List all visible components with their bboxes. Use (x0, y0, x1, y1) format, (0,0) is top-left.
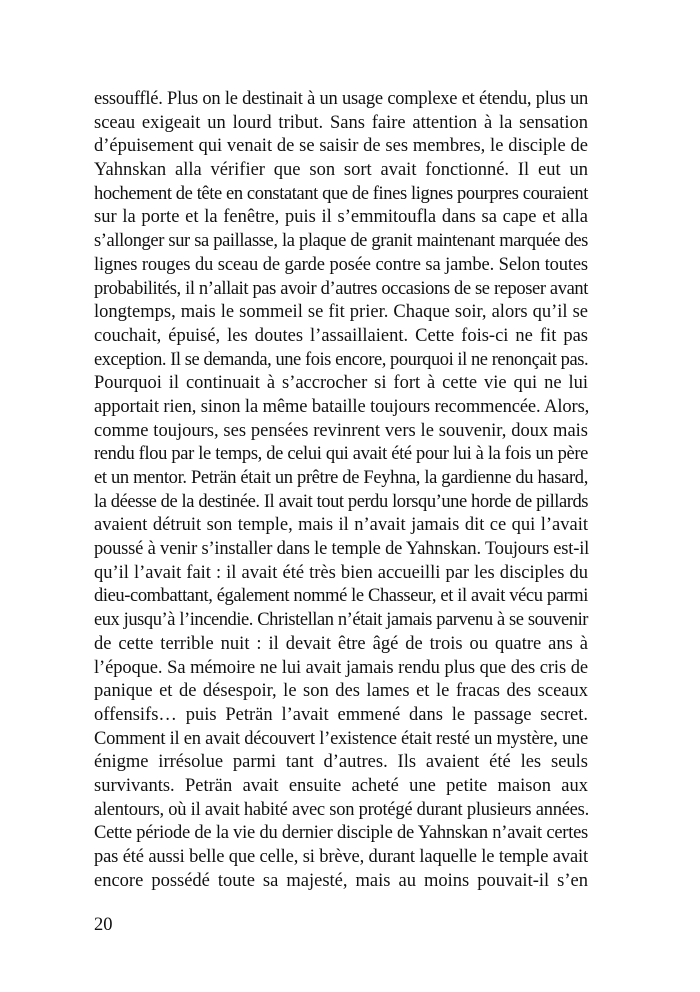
text-line: sceau exigeait un lourd tribut. Sans faire attention à la sensation (94, 112, 588, 133)
body-text (94, 88, 588, 893)
text-line: avaient détruit son temple, mais il n’avait jamais dit ce qui l’avait (94, 515, 588, 536)
text-line: Comment il en avait découvert l’existence était resté un mystère, une (94, 728, 588, 749)
text-line: alentours, où il avait habité avec son protégé durant plusieurs années. (94, 799, 589, 820)
text-line: exception. Il se demanda, une fois encore, pourquoi il ne renonçait pas. (94, 349, 589, 370)
text-line: Pourquoi il continuait à s’accrocher si fort à cette vie qui ne lui (94, 373, 588, 394)
text-line: pas été aussi belle que celle, si brève, durant laquelle le temple avait (94, 847, 588, 867)
text-line: probabilités, il n’allait pas avoir d’autres occasions de se reposer avant (94, 278, 588, 299)
text-line: encore possédé toute sa majesté, mais au moins pouvait-il s’en (94, 870, 588, 891)
text-line: Cette période de la vie du dernier disciple de Yahnskan n’avait certes (94, 823, 588, 844)
text-line: comme toujours, ses pensées revinrent vers le souvenir, doux mais (94, 420, 588, 441)
text-line: longtemps, mais le sommeil se fit prier. Chaque soir, alors qu’il se (94, 302, 588, 323)
text-line: et un mentor. Peträn était un prêtre de Feyhna, la gardienne du hasard, (94, 468, 588, 488)
text-line: Yahnskan alla vérifier que son sort avait fonctionné. Il eut un (94, 160, 588, 181)
text-line: apportait rien, sinon la même bataille toujours recommencée. Alors, (94, 396, 590, 417)
text-line: survivants. Peträn avait ensuite acheté une petite maison aux (94, 775, 588, 796)
text-line: énigme irrésolue parmi tant d’autres. Ils avaient été les seuls (94, 752, 588, 773)
text-line: poussé à venir s’installer dans le temple de Yahnskan. Toujours est-il (94, 539, 590, 560)
text-line: hochement de tête en constatant que de fines lignes pourpres couraient (94, 183, 588, 204)
text-line: eux jusqu’à l’incendie. Christellan n’était jamais parvenu à se souvenir (94, 610, 588, 631)
text-line: lignes rouges du sceau de garde posée contre sa jambe. Selon toutes (94, 254, 588, 275)
text-line: essoufflé. Plus on le destinait à un usage complexe et étendu, plus un (94, 89, 588, 109)
text-line: de cette terrible nuit : il devait être âgé de trois ou quatre ans à (94, 633, 588, 654)
text-line: rendu flou par le temps, de celui qui avait été pour lui à la fois un père (94, 444, 588, 465)
text-line: dieu-combattant, également nommé le Chasseur, et il avait vécu parmi (94, 586, 588, 607)
text-line: l’époque. Sa mémoire ne lui avait jamais rendu plus que des cris de (94, 657, 588, 678)
text-line: qu’il l’avait fait : il avait été très bien accueilli par les disciples du (94, 562, 588, 583)
text-line: s’allonger sur sa paillasse, la plaque de granit maintenant marquée des (94, 231, 588, 252)
text-line: d’épuisement qui venait de se saisir de ses membres, le disciple de (94, 136, 588, 157)
text-line: panique et de désespoir, le son des lames et le fracas des sceaux (94, 681, 588, 702)
text-line: offensifs… puis Peträn l’avait emmené dans le passage secret. (94, 704, 588, 725)
text-line: la déesse de la destinée. Il avait tout perdu lorsqu’une horde de pillards (94, 491, 588, 512)
page-number: 20 (94, 915, 113, 935)
text-line: sur la porte et la fenêtre, puis il s’emmitoufla dans sa cape et alla (94, 207, 588, 228)
text-line: couchait, épuisé, les doutes l’assaillaient. Cette fois-ci ne fit pas (94, 325, 588, 346)
